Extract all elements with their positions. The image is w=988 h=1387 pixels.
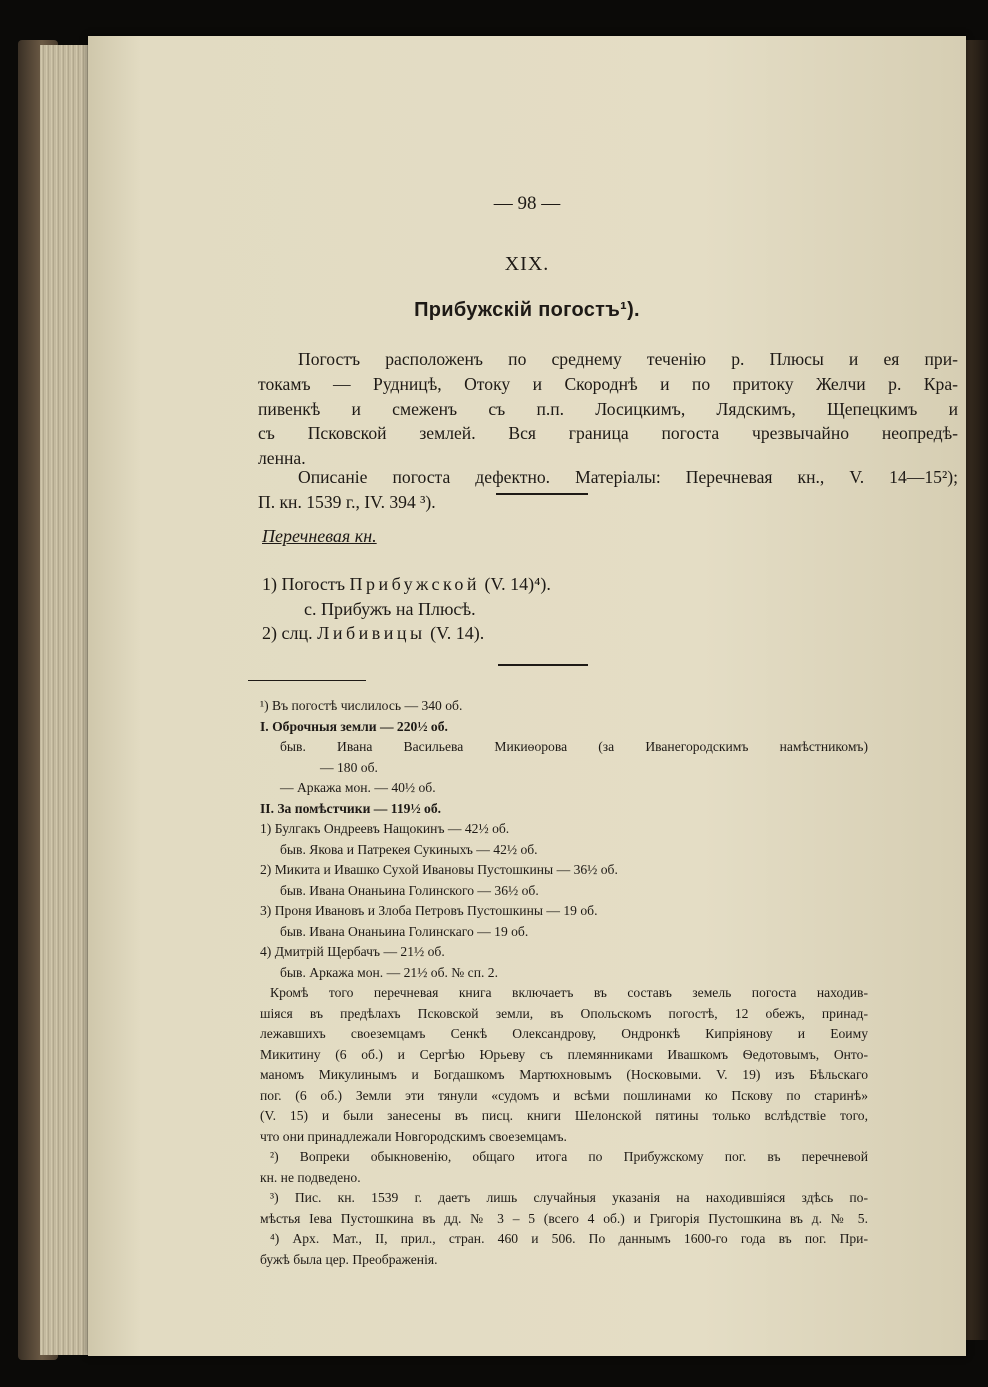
footnote-line: — Аркажа мон. — 40½ об. — [280, 780, 436, 795]
footnote-line: 1) Булгакъ Ондреевъ Нащокинъ — 42½ об. — [260, 821, 510, 836]
book-page — [88, 36, 966, 1356]
footnote-line: Микитину (6 об.) и Сергѣю Юрьеву съ племянниками Ивашкомъ Ѳедотовымъ, Онто- — [260, 1046, 868, 1062]
chapter-title: Прибужскій погостъ¹). — [414, 299, 640, 321]
footnote-line: ²) Вопреки обыкновенію, общаго итога по Прибужскому пог. въ перечневой — [270, 1149, 868, 1164]
section-heading: Перечневая кн. — [262, 526, 377, 546]
footnote-line: пог. (6 об.) Земли эти тянули «судомъ и всѣми пошлинами ко Пскову по старинѣ» — [260, 1087, 868, 1103]
entry-ref: (V. 14). — [430, 623, 485, 643]
footnote-line: быв. Якова и Патрекея Сукиныхъ — 42½ об. — [280, 841, 538, 857]
entry-name: Прибужской — [349, 574, 480, 594]
sources-paragraph — [258, 465, 958, 515]
chapter-number: XIX. — [504, 253, 550, 275]
entry-number: 1) Погостъ — [262, 574, 346, 594]
footnotes — [260, 696, 868, 1270]
footnote-line: 4) Дмитрій Щербачъ — 21½ об. — [260, 944, 445, 959]
footnote-line: бужѣ была цер. Преображенія. — [260, 1251, 438, 1267]
footnote-line: быв. Ивана Онаньина Голинского — 36½ об. — [280, 882, 539, 898]
footnote-rule — [248, 680, 366, 681]
footnote-line: лежавшихъ своеземцамъ Сенкѣ Олександрову, Ондронкѣ Кипріянову и Еоиму — [260, 1026, 868, 1041]
footnote-line: Кромѣ того перечневая книга включаетъ въ составъ земель погоста находив- — [270, 985, 868, 1000]
section-divider — [496, 493, 588, 495]
section-divider — [498, 664, 588, 666]
entry-ref: (V. 14)⁴). — [484, 574, 551, 594]
footnote-line: кн. не подведено. — [260, 1169, 361, 1185]
page-edges — [40, 45, 95, 1355]
footnote-line: ¹) Въ погостѣ числилось — 340 об. — [260, 698, 463, 713]
footnote-line: быв. Ивана Онаньина Голинскаго — 19 об. — [280, 923, 529, 939]
entry-list — [262, 572, 551, 646]
text-line: Погостъ расположенъ по среднему теченію р. Плюсы и ея при- — [298, 349, 958, 369]
footnote-line: мѣстья Іева Пустошкина въ дд. № 3 – 5 (всего 4 об.) и Григорія Пустошкина въ д. № 5. — [260, 1210, 868, 1226]
footnote-line: что они принадлежали Новгородскимъ своеземцамъ. — [260, 1128, 567, 1144]
entry-number: 2) слц. — [262, 623, 313, 643]
footnote-line: ³) Пис. кн. 1539 г. даетъ лишь случайныя указанія на находившіяся здѣсь по- — [270, 1190, 868, 1205]
intro-paragraph — [258, 347, 958, 471]
list-item: с. Прибужъ на Плюсѣ. — [304, 598, 476, 619]
footnote-line: I. Оброчныя земли — 220½ об. — [260, 718, 448, 734]
footnote-line: ⁴) Арх. Мат., II, прил., стран. 460 и 506. По даннымъ 1600-го года въ пог. При- — [270, 1231, 868, 1246]
book-cover-right — [966, 40, 988, 1340]
text-line: ленна. — [258, 448, 306, 469]
text-line: П. кн. 1539 г., IV. 394 ³). — [258, 491, 436, 512]
list-item — [262, 621, 551, 646]
footnote-line: — 180 об. — [320, 759, 378, 775]
text-line: Описаніе погоста дефектно. Матеріалы: Перечневая кн., V. 14—15²); — [298, 467, 958, 487]
text-line: токамъ — Рудницѣ, Отоку и Скороднѣ и по притоку Желчи р. Кра- — [258, 373, 958, 394]
text-line: съ Псковской землей. Вся граница погоста чрезвычайно неопредѣ- — [258, 423, 958, 444]
footnote-line: быв. Ивана Васильева Микиѳорова (за Иванегородскимъ намѣстникомъ) — [280, 739, 868, 754]
footnote-line: быв. Аркажа мон. — 21½ об. № сп. 2. — [280, 964, 498, 980]
entry-name: Либивицы — [317, 623, 426, 643]
footnote-line: 3) Проня Ивановъ и Злоба Петровъ Пустошкины — 19 об. — [260, 903, 598, 918]
page-number: — 98 — — [493, 193, 561, 214]
footnote-line: 2) Микита и Ивашко Сухой Ивановы Пустошкины — 36½ об. — [260, 862, 618, 877]
list-item — [262, 572, 551, 597]
footnote-line: шіяся въ предѣлахъ Псковской земли, въ Опольскомъ погостѣ, 12 обежъ, принад- — [260, 1005, 868, 1021]
footnote-line: (V. 15) и были занесены въ писц. книги Шелонской пятины только вслѣдствіе того, — [260, 1108, 868, 1123]
text-line: пивенкѣ и смеженъ съ п.п. Лосицкимъ, Лядскимъ, Щепецкимъ и — [258, 398, 958, 419]
footnote-line: маномъ Микулинымъ и Богдашкомъ Мартюхновымъ (Носковыми. V. 19) изъ Бѣльскаго — [260, 1067, 868, 1082]
footnote-line: II. За помѣстчики — 119½ об. — [260, 800, 442, 816]
